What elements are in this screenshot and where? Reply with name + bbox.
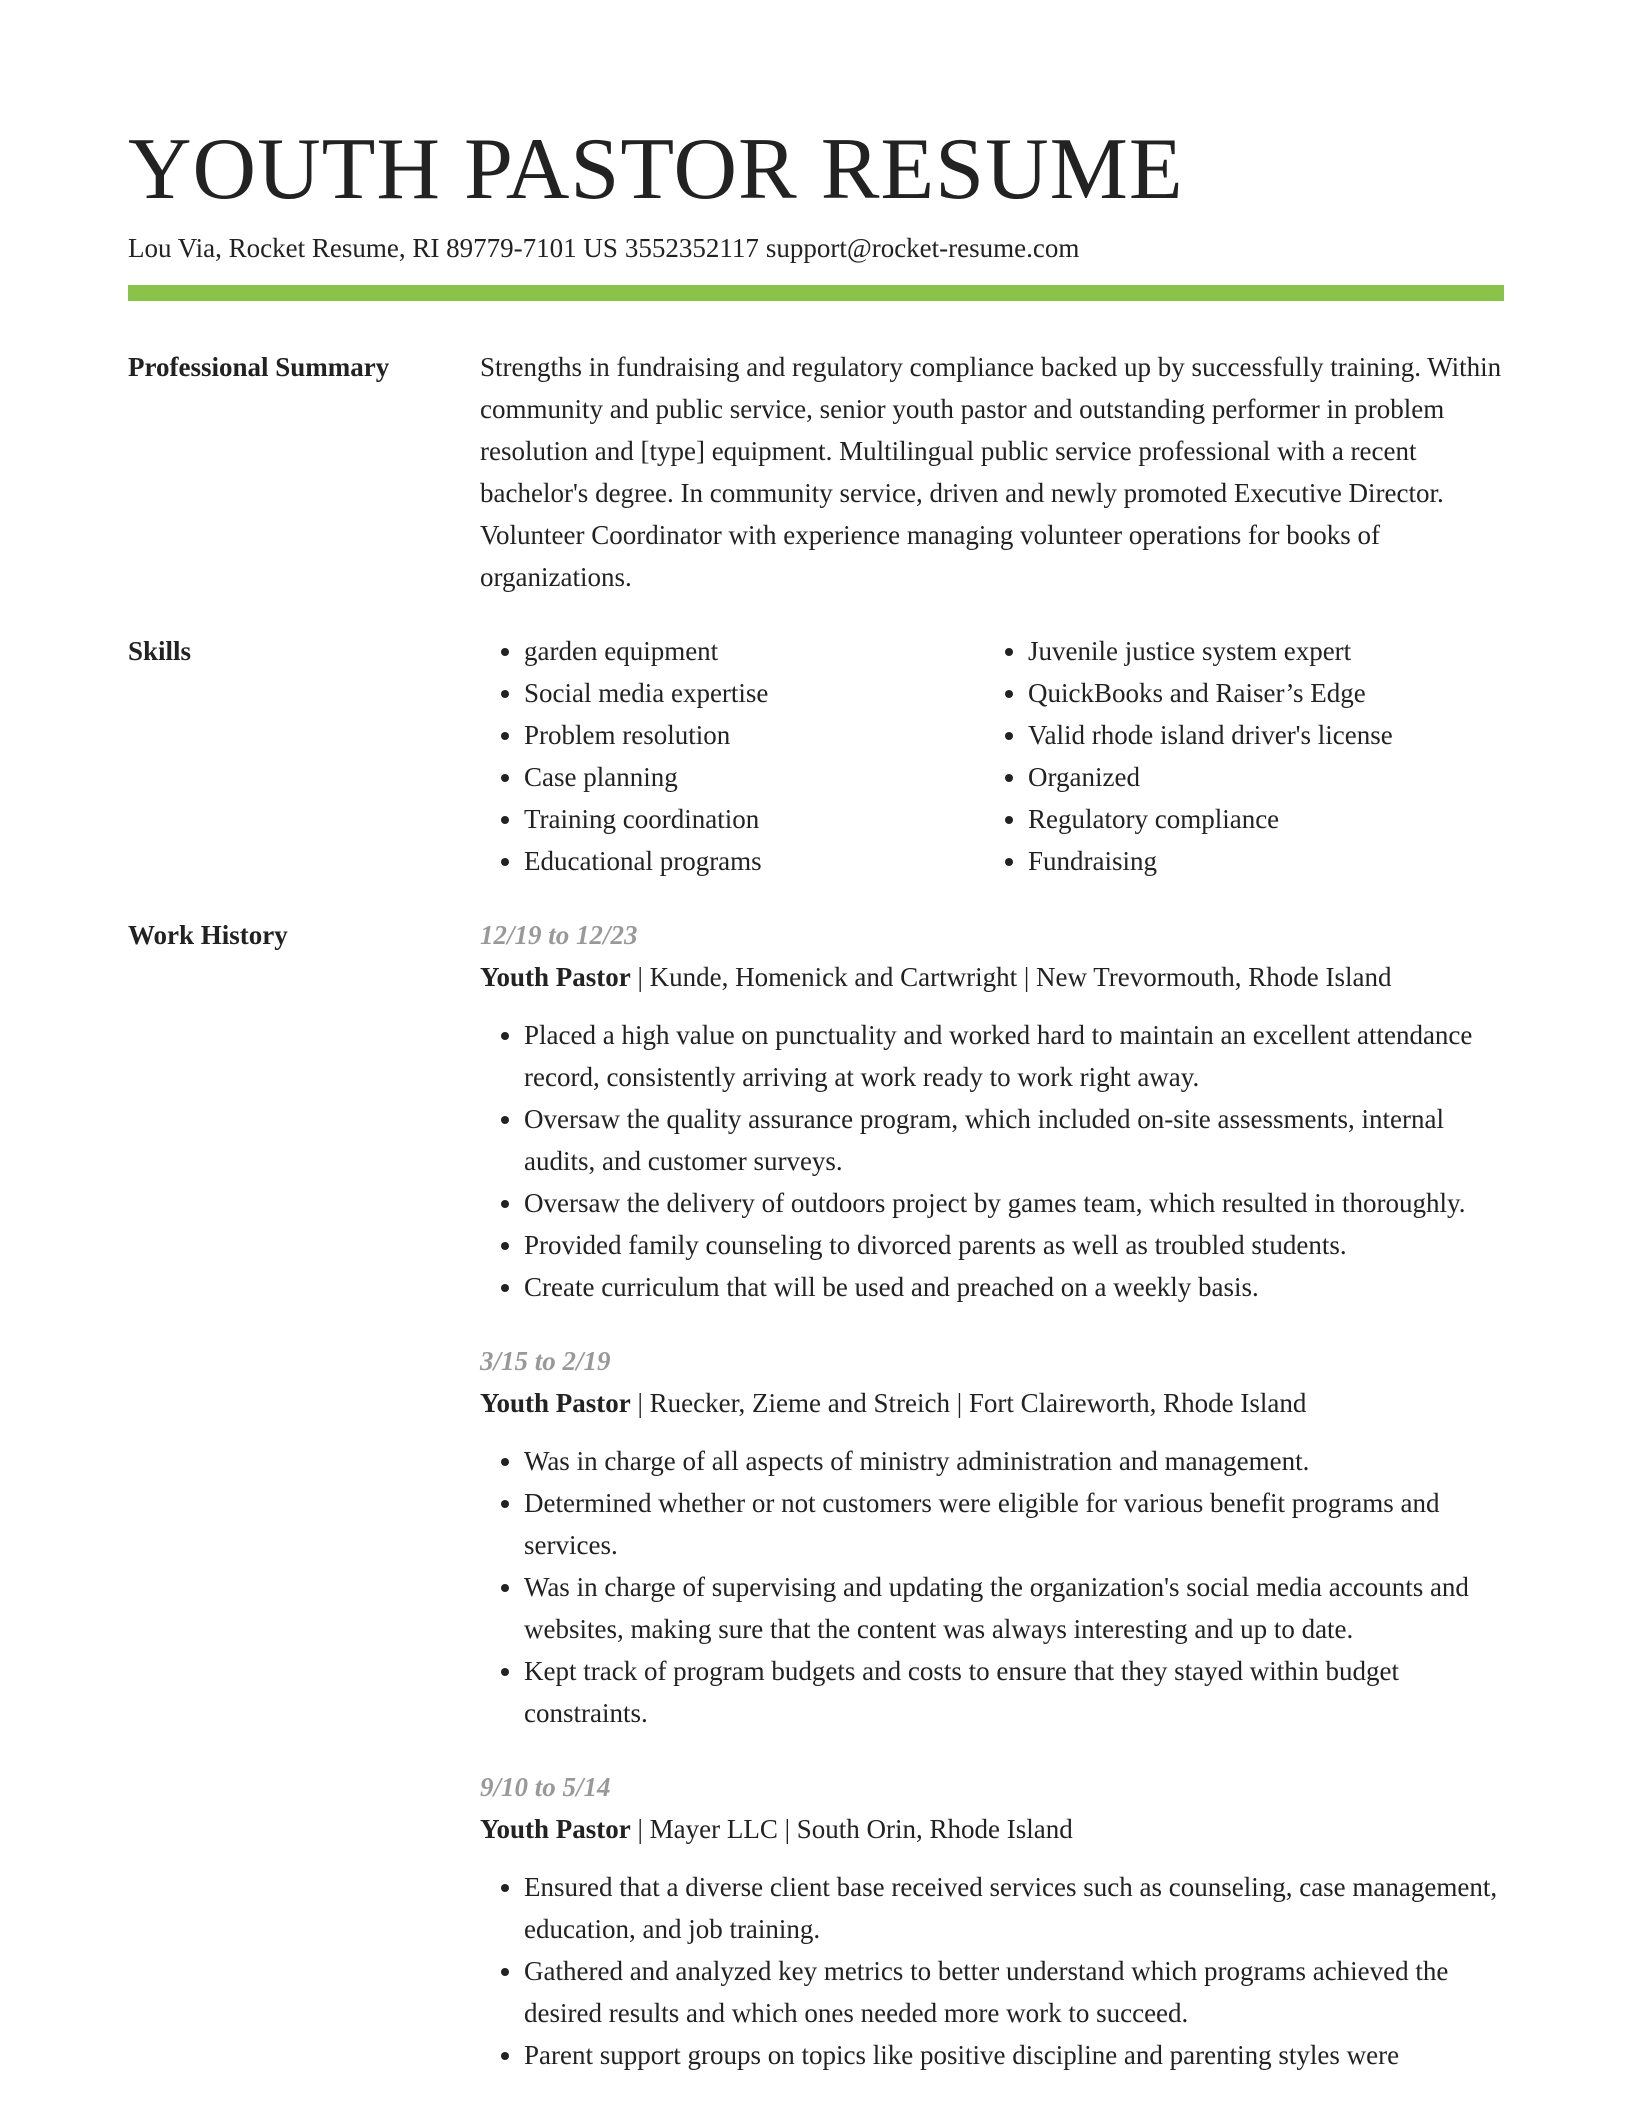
job-bullet: • Was in charge of supervising and updating the organization's social media accounts and websites, making sure that the content was always interesting and up to date. bbox=[524, 1566, 1504, 1650]
job-title: Youth Pastor bbox=[480, 962, 631, 992]
contact-email: support@rocket-resume.com bbox=[765, 233, 1080, 263]
job-bullets bbox=[480, 1866, 1504, 2076]
summary-label: Professional Summary bbox=[128, 352, 390, 382]
skill-item: • Regulatory compliance bbox=[1028, 798, 1488, 840]
job-dates: 12/19 to 12/23 bbox=[480, 920, 638, 950]
page-title: YOUTH PASTOR RESUME bbox=[128, 121, 1184, 218]
job-entry bbox=[480, 914, 1504, 1308]
job-entry bbox=[480, 1766, 1504, 2076]
skill-item: • Juvenile justice system expert bbox=[1028, 630, 1488, 672]
skills-list-right bbox=[984, 630, 1488, 882]
job-title-line bbox=[480, 1808, 1504, 1850]
job-entry bbox=[480, 1340, 1504, 1734]
job-details: | Kunde, Homenick and Cartwright | New Trevormouth, Rhode Island bbox=[630, 962, 1392, 992]
work-label: Work History bbox=[128, 920, 288, 950]
skill-item: • Educational programs bbox=[524, 840, 984, 882]
contact-line bbox=[128, 230, 1079, 266]
job-title: Youth Pastor bbox=[480, 1388, 631, 1418]
work-body bbox=[480, 914, 1504, 2076]
job-bullet: • Oversaw the quality assurance program, which included on-site assessments, internal audits, and customer surveys. bbox=[524, 1098, 1504, 1182]
skill-item: • Problem resolution bbox=[524, 714, 984, 756]
job-title-line bbox=[480, 956, 1504, 998]
summary-text: Strengths in fundraising and regulatory compliance backed up by successfully training. Within community and public service, senior youth pastor and outstanding performer in problem resolution and [type] equipment. Multilingual public service professional with a recent bachelor's degree. In community service, driven and newly promoted Executive Director. Volunteer Coordinator with experience managing volunteer operations for books of organizations. bbox=[480, 352, 1502, 592]
job-bullet: • Create curriculum that will be used and preached on a weekly basis. bbox=[524, 1266, 1504, 1308]
skill-item: • Case planning bbox=[524, 756, 984, 798]
job-bullet: • Placed a high value on punctuality and worked hard to maintain an excellent attendance record, consistently arriving at work ready to work right away. bbox=[524, 1014, 1504, 1098]
skill-item: • Fundraising bbox=[1028, 840, 1488, 882]
job-bullets bbox=[480, 1440, 1504, 1734]
skill-item: • garden equipment bbox=[524, 630, 984, 672]
job-bullet: • Kept track of program budgets and costs to ensure that they stayed within budget constraints. bbox=[524, 1650, 1504, 1734]
skill-item: • Training coordination bbox=[524, 798, 984, 840]
job-dates: 9/10 to 5/14 bbox=[480, 1772, 611, 1802]
job-bullet: • Ensured that a diverse client base received services such as counseling, case management, education, and job training. bbox=[524, 1866, 1504, 1950]
contact-address: Lou Via, Rocket Resume, RI 89779-7101 US bbox=[128, 233, 618, 263]
skill-item: • QuickBooks and Raiser’s Edge bbox=[1028, 672, 1488, 714]
job-bullets bbox=[480, 1014, 1504, 1308]
job-title: Youth Pastor bbox=[480, 1814, 631, 1844]
job-dates: 3/15 to 2/19 bbox=[480, 1346, 611, 1376]
job-details: | Ruecker, Zieme and Streich | Fort Claireworth, Rhode Island bbox=[630, 1388, 1307, 1418]
skill-item: • Social media expertise bbox=[524, 672, 984, 714]
job-bullet: • Gathered and analyzed key metrics to better understand which programs achieved the desired results and which ones needed more work to succeed. bbox=[524, 1950, 1504, 2034]
contact-phone: 3552352117 bbox=[624, 233, 759, 263]
job-details: | Mayer LLC | South Orin, Rhode Island bbox=[630, 1814, 1073, 1844]
job-bullet: • Parent support groups on topics like positive discipline and parenting styles were bbox=[524, 2034, 1504, 2076]
skill-item: • Valid rhode island driver's license bbox=[1028, 714, 1488, 756]
header-divider bbox=[128, 285, 1504, 301]
job-title-line bbox=[480, 1382, 1504, 1424]
job-bullet: • Provided family counseling to divorced parents as well as troubled students. bbox=[524, 1224, 1504, 1266]
skills-list-left bbox=[480, 630, 984, 882]
job-bullet: • Oversaw the delivery of outdoors project by games team, which resulted in thoroughly. bbox=[524, 1182, 1504, 1224]
skill-item: • Organized bbox=[1028, 756, 1488, 798]
job-bullet: • Determined whether or not customers were eligible for various benefit programs and services. bbox=[524, 1482, 1504, 1566]
job-bullet: • Was in charge of all aspects of ministry administration and management. bbox=[524, 1440, 1504, 1482]
skills-label: Skills bbox=[128, 636, 192, 666]
summary-body bbox=[480, 346, 1504, 598]
skills-body bbox=[480, 630, 1504, 882]
